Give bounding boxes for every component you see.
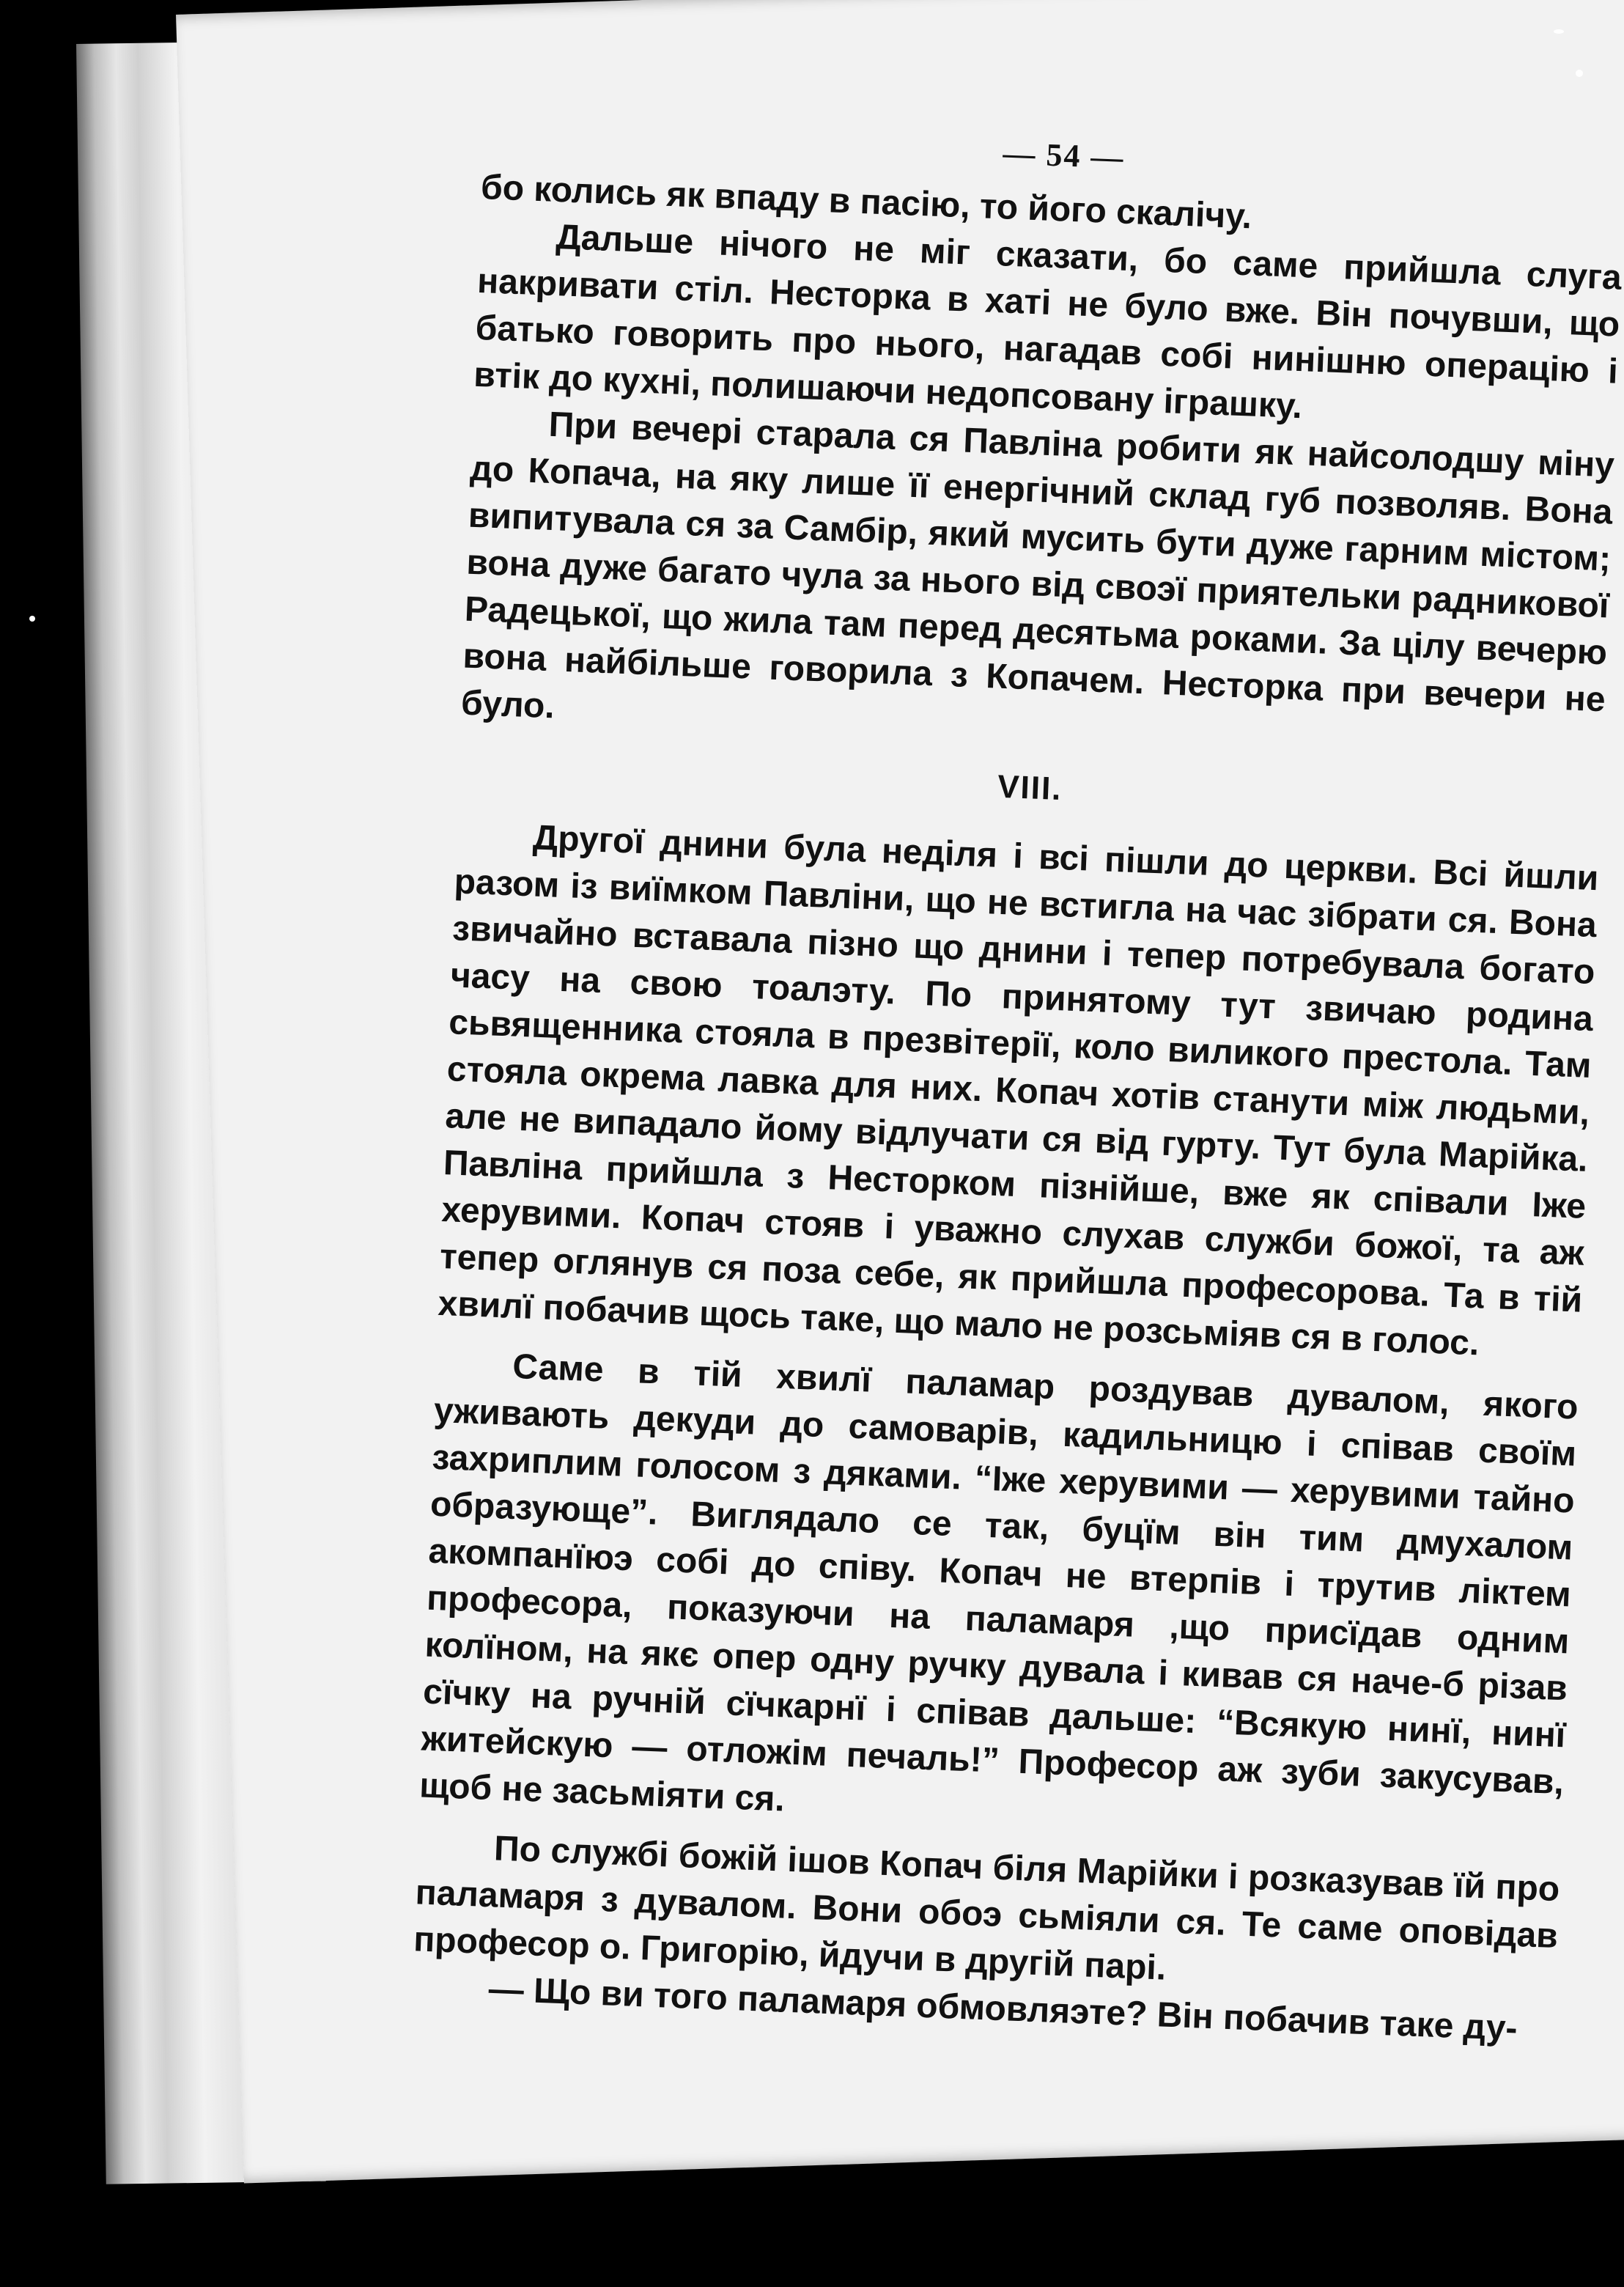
paragraph-7: — Що ви того паламаря обмовляэте? Він побачив таке ду-	[487, 1970, 1518, 2049]
scan-speck	[1554, 29, 1564, 34]
paragraph-3: При вечері старала ся Павліна робити як найсолодшу міну до Копача, на яку лише її енергічний склад губ позволяв. Вона випитувала ся за Самбір, який мусить бути дуже гарним містом; вона дуже багато чула за нього від своэї приятельки радникової Радецької, що жила там перед десятьма роками. За цілу вечерю вона найбільше говорила з Копачем. Несторка при вечери не було.	[460, 405, 1615, 726]
page-content	[164, 0, 1624, 2184]
scan-speck	[1576, 70, 1583, 77]
body-text	[411, 164, 1624, 2054]
chapter-heading: VIII.	[997, 768, 1063, 808]
paragraph-2: Дальше нічого не міг сказати, бо саме прийшла слуга накривати стіл. Несторка в хаті не було вже. Він почувши, що батько говорить про нього, нагадав собі нинішню операцію і втік до кухні, полишаючи недопсовану іграшку.	[473, 218, 1623, 427]
paragraph-1: бо колись як впаду в пасію, то його скалічу.	[480, 168, 1253, 237]
paragraph-5: Саме в тій хвилї паламар роздував дувалом, якого уживають декуди до самоварів, кадильницю і співав своїм захриплим голосом з дяками. “Іже херувими — херувими тайно образующе”. Виглядало се так, буцїм він тим дмухалом акомпанїюэ собі до співу. Копач не втерпів і трутив ліктем професора, показуючи на паламаря ,що присїдав одним колїном, на якє опер одну ручку дувала і кивав ся наче-б різав сїчку на ручній сїчкарнї і співав дальше: “Всякую нинї, нинї житейскую — отложім печаль!” Професор аж зуби закусував, щоб не засьміяти ся.	[418, 1347, 1579, 1819]
scan-speck	[29, 616, 35, 622]
paragraph-4: Другої днини була неділя і всі пішли до церкви. Всі йшли разом із виїмком Павліни, що не встигла на час зібрати ся. Вона звичайно вставала пізно що днини і тепер потребувала богато часу на свою тоалэту. По принятому тут звичаю родина сьвященника стояла в презвітерії, коло виликого престола. Там стояла окрема лавка для них. Копач хотів станути між людьми, але не випадало йому відлучати ся від гурту. Тут була Марійка. Павліна прийшла з Несторком пізнійше, вже як співали Іже херувими. Копач стояв і уважно слухав служби божої, та аж тепер оглянув ся поза себе, як прийшла професорова. Та в тій хвилї побачив щось таке, що мало не розсьміяв ся в голос.	[437, 818, 1600, 1363]
paragraph-6: По службі божій ішов Копач біля Марійки і розказував їй про паламаря з дувалом. Вони обоэ сьміяли ся. Те саме оповідав професор о. Григорію, йдучи в другій парі.	[413, 1829, 1561, 1988]
page-number: — 54 —	[1002, 135, 1126, 176]
page-sheet	[176, 0, 1624, 2184]
